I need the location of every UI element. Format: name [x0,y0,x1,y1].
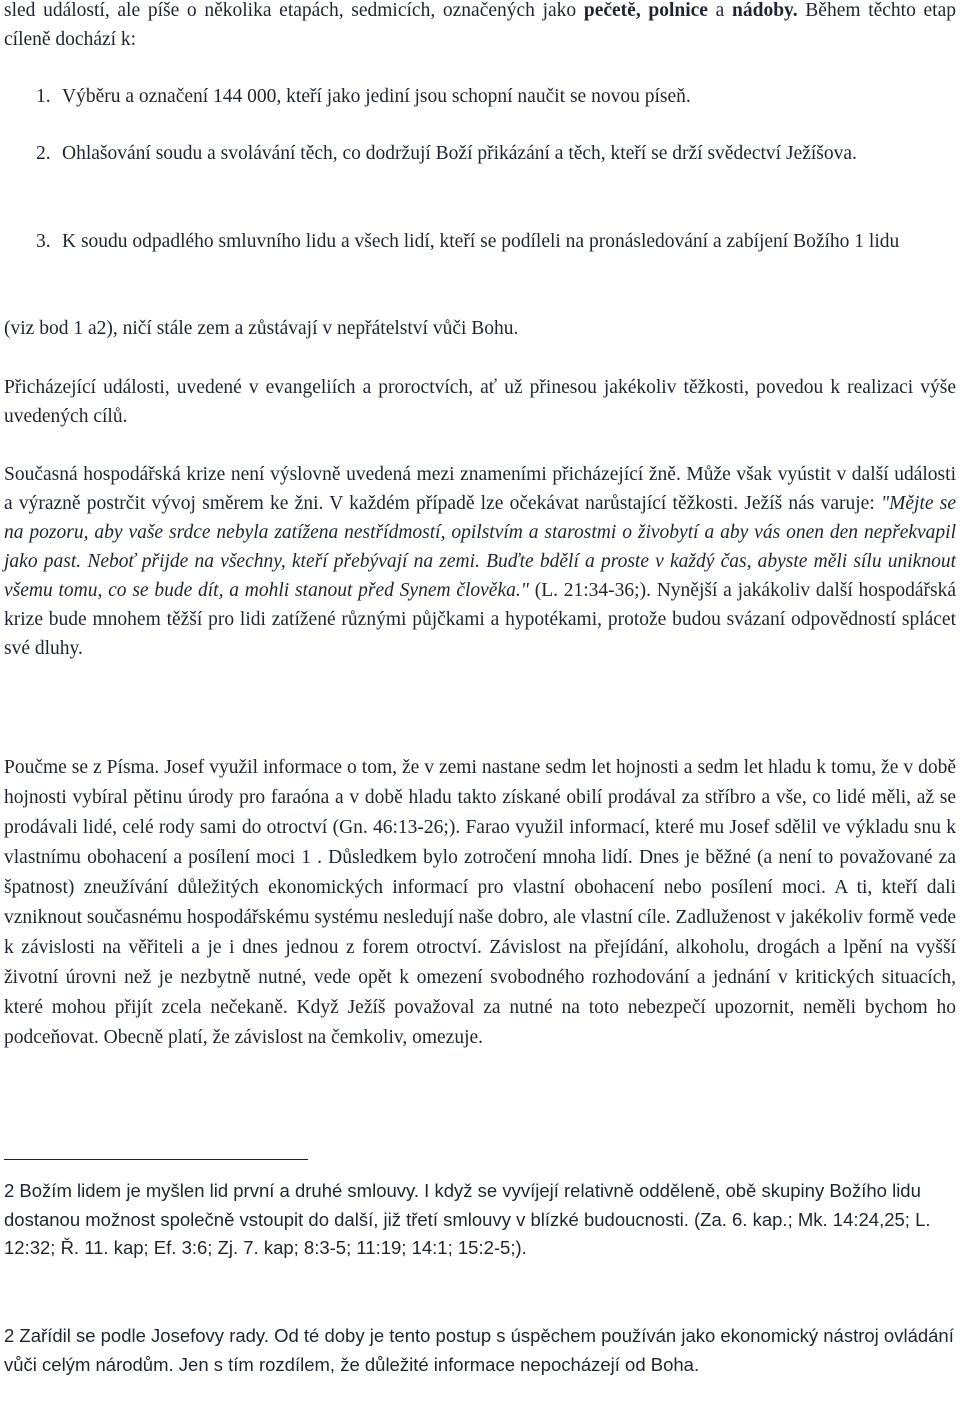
list-note: (viz bod 1 a2), ničí stále zem a zůstávají v nepřátelství vůči Bohu. [4,318,519,339]
intro-text: a [707,0,732,21]
paragraph-crisis [4,460,956,663]
paragraph-joseph: Poučme se z Písma. Josef využil informace o tom, že v zemi nastane sedm let hojnosti a sedm let hladu k tomu, že v době hojnosti vybíral pětinu úrody pro faraóna a v době hladu takto získané obilí prodával za stříbro a vše, co lidé měli, až se prodávali lidé, celé rody sami do otroctví (Gn. 46:13-26;). Farao využil informací, které mu Josef sdělil ve výkladu snu k vlastnímu obohacení a posílení moci 1 . Důsledkem bylo zotročení mnoha lidí. Dnes je běžné (a není to považované za špatnost) zneužívání důležitých ekonomických informací pro vlastní obohacení nebo posílení moci. A ti, kteří dali vzniknout současnému hospodářskému systému nesledují naše dobro, ale vlastní cíle. Zadluženost v jakékoliv formě vede k závislosti na věřiteli a je i dnes jednou z forem otroctví. Závislost na přejídání, alkoholu, drogách a lpění na vyšší životní úrovni než je nezbytně nutné, vede opět k omezení svobodného rozhodování a jednání v kritických situacích, které mohou přijít zcela nečekaně. Když Ježíš považoval za nutné na toto nebezpečí upozornit, neměli bychom ho podceňovat. Obecně platí, že závislost na čemkoliv, omezuje. [4,757,957,1048]
crisis-text: (L. 21:34-36;). Nynější a jakákoliv další hospodářská krize bude mnohem těžší pro lidi zatížené různými půjčkami a hypotékami, protože budou svázaní odpovědností splácet své dluhy. [4,580,957,659]
paragraph-events: Přicházející události, uvedené v evangeliích a proroctvích, ať už přinesou jakékoliv těžkosti, povedou k realizaci výše uvedených cílů. [4,377,956,427]
intro-bold-vessels: nádoby. [732,0,798,21]
footnote: 2 Božím lidem je myšlen lid první a druhé smlouvy. I když se vyvíjejí relativně odděleně, obě skupiny Božího lidu dostanou možnost společně vstoupit do další, již třetí smlouvy v blízké budoucnosti. (Za. 6. kap.; Mk. 14:24,25; L. 12:32; Ř. 11. kap; Ef. 3:6; Zj. 7. kap; 8:3-5; 11:19; 14:1; 15:2-5;). [4,1180,931,1258]
intro-paragraph [4,0,956,54]
list-text: Ohlašování soudu a svolávání těch, co dodržují Boží přikázání a těch, kteří se drží svědectví Ježíšova. [62,143,857,164]
crisis-quote: "Mějte se na pozoru, aby vaše srdce nebyla zatížena nestřídmostí, opilstvím a starostmi o živobytí a aby vás onen den nepřekvapil jako past. Neboť přijde na všechny, kteří přebývají na zemi. Buďte bdělí a proste v každý čas, abyste měli sílu uniknout všemu tomu, co se bude dít, a mohli stanout před Synem člověka." [4,493,957,601]
intro-text: sled událostí, ale píše o několika etapách, sedmicích, označených jako [4,0,584,21]
list-number: 2. [36,143,51,164]
list-text: Výběru a označení 144 000, kteří jako jediní jsou schopní naučit se novou píseň. [62,86,691,107]
list-item [4,82,960,111]
footnote-separator [4,1159,308,1160]
list-item [4,227,960,256]
list-number: 3. [36,231,51,252]
intro-bold-seals: pečetě, polnice [583,0,708,21]
list-text: K soudu odpadlého smluvního lidu a všech lidí, kteří se podíleli na pronásledování a zabíjení Božího 1 lidu [62,231,900,252]
crisis-text: Současná hospodářská krize není výslovně uvedená mezi znameními přicházející žně. Může však vyústit v další události a výrazně postrčit vývoj směrem ke žni. V každém případě lze očekávat narůstající těžkosti. Ježíš nás varuje: [4,464,956,514]
list-number: 1. [36,86,51,107]
footnote: 2 Zařídil se podle Josefovy rady. Od té doby je tento postup s úspěchem používán jako ekonomický nástroj ovládání vůči celým národům. Jen s tím rozdílem, že důležité informace nepocházejí od Boha. [4,1325,954,1375]
list-item [4,139,960,168]
intro-text: Během těchto etap cíleně dochází k: [4,0,957,50]
